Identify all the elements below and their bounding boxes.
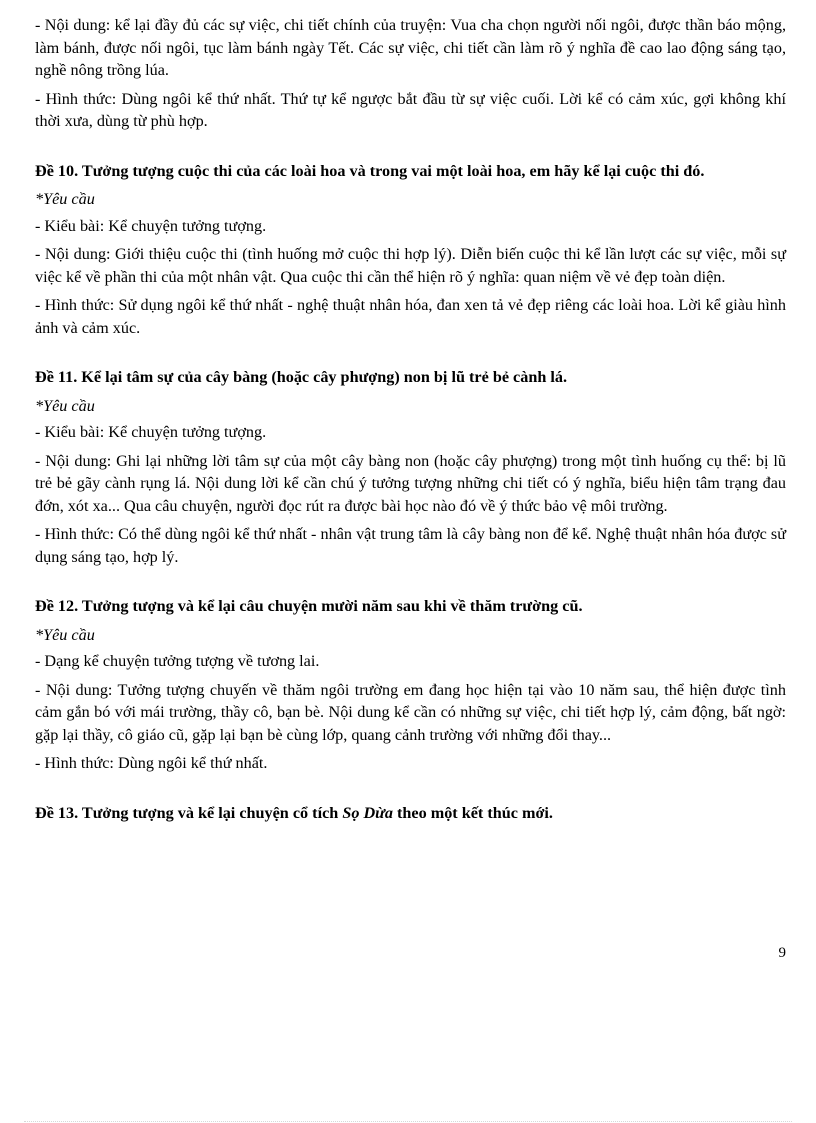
de12-item-type: - Dạng kể chuyện tưởng tượng về tương lai. (35, 652, 320, 670)
page-bottom-divider (24, 1121, 792, 1122)
de11-title: Đề 11. Kể lại tâm sự của cây bàng (hoặc cây phượng) non bị lũ trẻ bẻ cành lá. (35, 368, 568, 386)
de12-title: Đề 12. Tưởng tượng và kể lại câu chuyện mười năm sau khi về thăm trường cũ. (35, 597, 583, 615)
de13-title (35, 802, 786, 825)
de13-title-italic: Sọ Dừa (342, 803, 393, 822)
de12-item-content: - Nội dung: Tưởng tượng chuyến về thăm ngôi trường em đang học hiện tại vào 10 năm sau, thể hiện được tình cảm gắn bó với mái trường, thầy cô, bạn bè. Nội dung kể cần có những sự việc, chi tiết hợp lý, cảm động, bất ngờ: gặp lại thầy, cô giáo cũ, gặp lại bạn bè cùng lớp, quang cảnh trường với những đổi thay... (35, 680, 786, 744)
de11-requirement-label: *Yêu cầu (35, 396, 95, 415)
de12-requirement-label: *Yêu cầu (35, 625, 95, 644)
de10-requirement-label: *Yêu cầu (35, 190, 95, 208)
intro-form-paragraph: - Hình thức: Dùng ngôi kể thứ nhất. Thứ tự kể ngược bắt đầu từ sự việc cuối. Lời kể có cảm xúc, gợi không khí thời xưa, dùng từ phù hợp. (35, 89, 786, 130)
de13-title-before: Đề 13. Tưởng tượng và kể lại chuyện cổ tích (35, 803, 343, 822)
de10-item-type: - Kiểu bài: Kể chuyện tưởng tượng. (35, 216, 267, 235)
document-page (35, 14, 786, 830)
de11-item-form: - Hình thức: Có thể dùng ngôi kể thứ nhất - nhân vật trung tâm là cây bàng non để kể. Nghệ thuật nhân hóa được sử dụng sáng tạo, hợp lý. (35, 525, 786, 566)
de10-title: Đề 10. Tưởng tượng cuộc thi của các loài hoa và trong vai một loài hoa, em hãy kể lại cuộc thi đó. (35, 161, 705, 180)
de10-item-content: - Nội dung: Giới thiệu cuộc thi (tình huống mở cuộc thi hợp lý). Diễn biến cuộc thi kể lần lượt các sự việc, mỗi sự việc kể về phần thi của một nhân vật. Qua cuộc thi cần thể hiện rõ ý nghĩa: quan niệm về vẻ đẹp toàn diện. (35, 245, 786, 286)
de11-item-content: - Nội dung: Ghi lại những lời tâm sự của một cây bàng non (hoặc cây phượng) trong một tình huống cụ thể: bị lũ trẻ bẻ gãy cành rụng lá. Nội dung lời kể cần chú ý tưởng tượng những chi tiết có ý nghĩa, biểu hiện tâm trạng đau đớn, xót xa... Qua câu chuyện, người đọc rút ra được bài học nào đó về ý thức bảo vệ môi trường. (35, 451, 786, 515)
de13-title-after: theo một kết thúc mới. (392, 803, 553, 822)
de12-item-form: - Hình thức: Dùng ngôi kể thứ nhất. (35, 754, 268, 772)
de10-item-form: - Hình thức: Sử dụng ngôi kể thứ nhất - nghệ thuật nhân hóa, đan xen tả vẻ đẹp riêng các loài hoa. Lời kể giàu hình ảnh và cảm xúc. (35, 296, 786, 337)
page-number: 9 (778, 945, 786, 961)
intro-content-paragraph: - Nội dung: kể lại đầy đủ các sự việc, chi tiết chính của truyện: Vua cha chọn người nối ngôi, được thần báo mộng, làm bánh, được nối ngôi, tục làm bánh ngày Tết. Các sự việc, chi tiết cần làm rõ ý nghĩa đề cao lao động sáng tạo, nghề nông trồng lúa. (35, 16, 786, 79)
de11-item-type: - Kiểu bài: Kể chuyện tưởng tượng. (35, 423, 267, 441)
